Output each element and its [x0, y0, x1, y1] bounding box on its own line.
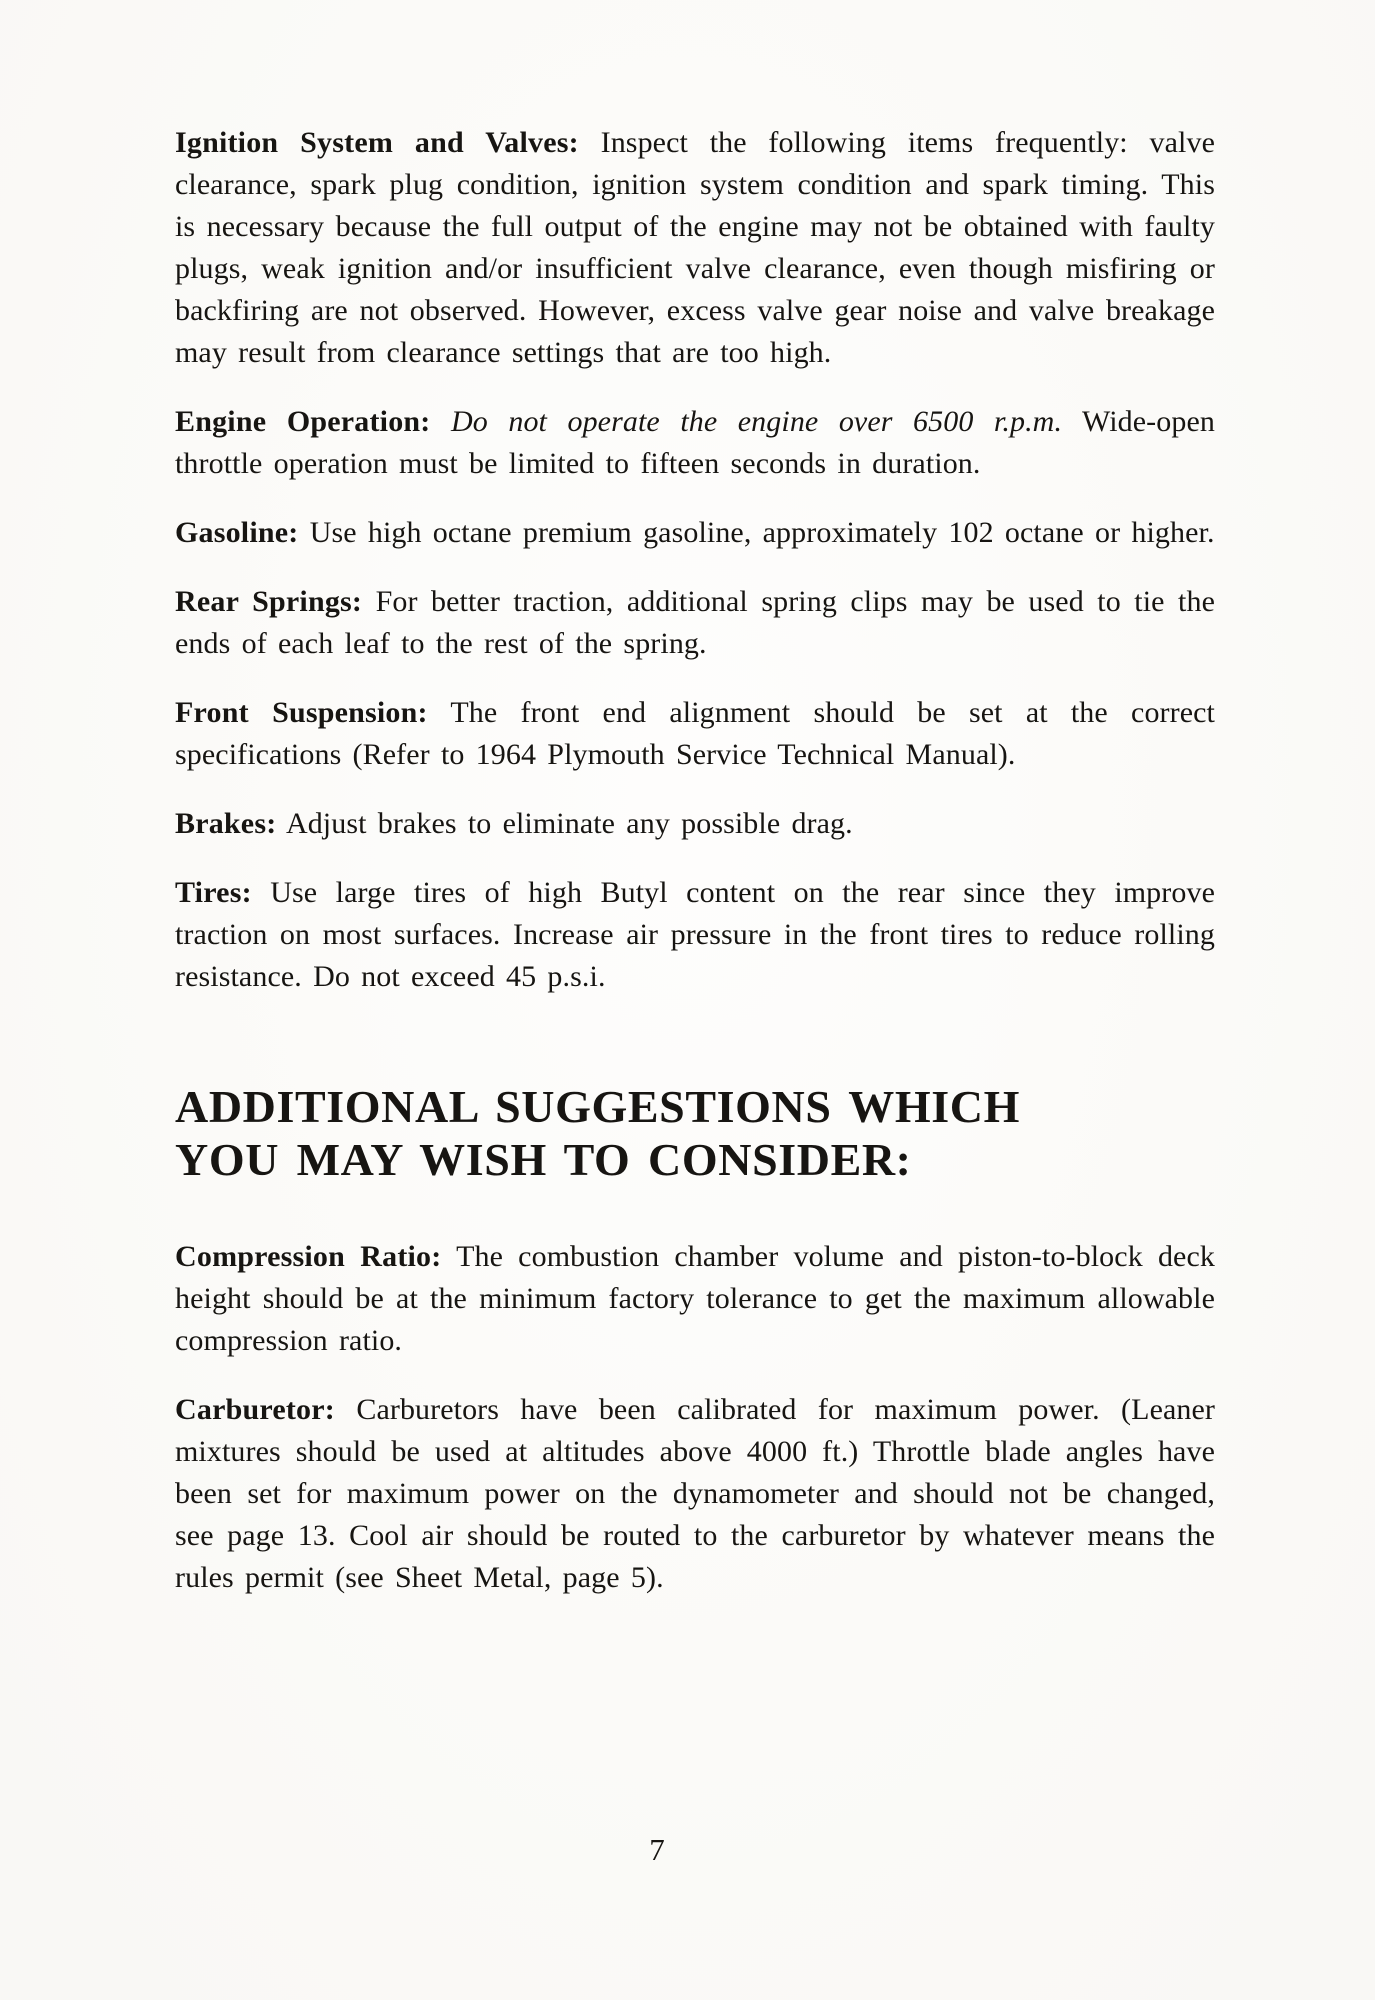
paragraph-body: Wide-open throttle operation must be limited to fifteen seconds in duration.: [175, 405, 1215, 480]
section-heading-line-2: YOU MAY WISH TO CONSIDER:: [175, 1134, 912, 1185]
section-heading-line-1: ADDITIONAL SUGGESTIONS WHICH: [175, 1081, 1020, 1132]
paragraph-body: The combustion chamber volume and piston-to-block deck height should be at the minimum factory tolerance to get the maximum allowable compression ratio.: [175, 1240, 1215, 1357]
paragraph-body: Use high octane premium gasoline, approximately 102 octane or higher.: [309, 516, 1215, 549]
paragraph-carburetor: [175, 1389, 1215, 1599]
paragraph-lead: Rear Springs:: [175, 585, 363, 618]
paragraph-rear-springs: [175, 581, 1215, 665]
paragraph-lead: Brakes:: [175, 807, 277, 840]
paragraph-lead: Ignition System and Valves:: [175, 126, 579, 159]
paragraph-tires: [175, 872, 1215, 998]
paragraph-body: For better traction, additional spring clips may be used to tie the ends of each leaf to the rest of the spring.: [175, 585, 1216, 660]
paragraph-lead: Engine Operation:: [175, 405, 431, 438]
paragraph-lead: Front Suspension:: [175, 696, 428, 729]
paragraph-body: Adjust brakes to eliminate any possible drag.: [285, 807, 853, 840]
paragraph-body: The front end alignment should be set at the correct specifications (Refer to 1964 Plymouth Service Technical Manual).: [175, 696, 1215, 771]
paragraph-engine-operation: [175, 401, 1215, 485]
paragraph-gasoline: [175, 512, 1215, 554]
paragraph-compression-ratio: [175, 1236, 1215, 1362]
paragraph-front-suspension: [175, 692, 1215, 776]
paragraph-body: Inspect the following items frequently: valve clearance, spark plug condition, ignition system condition and spark timing. This is necessary because the full output of the engine may not be obtained with faulty plugs, weak ignition and/or insufficient valve clearance, even though misfiring or backfiring are not observed. However, excess valve gear noise and valve breakage may result from clearance settings that are too high.: [175, 126, 1215, 369]
paragraph-brakes: [175, 803, 1215, 845]
paragraph-ignition-system-and-valves: [175, 122, 1215, 374]
paragraph-lead: Tires:: [175, 876, 252, 909]
paragraph-body: Carburetors have been calibrated for maximum power. (Leaner mixtures should be used at altitudes above 4000 ft.) Throttle blade angles have been set for maximum power on the dynamometer and should not be changed, see page 13. Cool air should be routed to the carburetor by whatever means the rules permit (see Sheet Metal, page 5).: [175, 1393, 1216, 1594]
italic-warning-text: Do not operate the engine over 6500 r.p.m.: [450, 405, 1063, 438]
section-heading: [175, 1080, 1215, 1186]
paragraph-lead: Compression Ratio:: [175, 1240, 442, 1273]
page-number: 7: [649, 1832, 665, 1867]
paragraph-lead: Gasoline:: [175, 516, 299, 549]
paragraph-body: Use large tires of high Butyl content on the rear since they improve traction on most surfaces. Increase air pressure in the front tires to reduce rolling resistance. Do not exceed 45 p.s.i.: [175, 876, 1215, 993]
paragraph-lead: Carburetor:: [175, 1393, 335, 1426]
